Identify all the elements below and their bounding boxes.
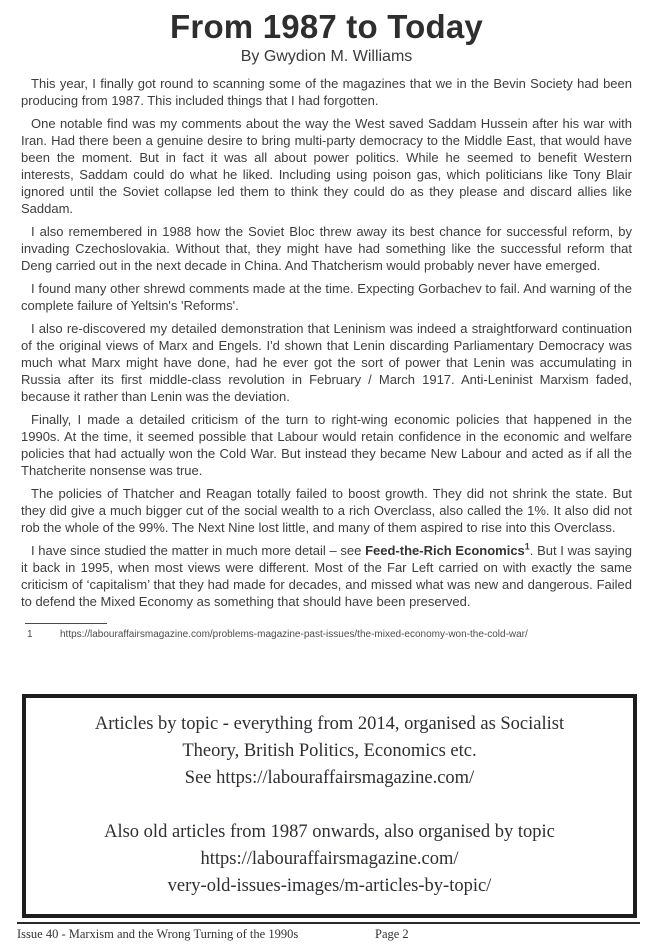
footer-page-number: Page 2 (375, 927, 409, 941)
page-title: From 1987 to Today (170, 8, 483, 45)
promo-text-line: Theory, British Politics, Economics etc. (182, 741, 477, 761)
promo-text-line: Articles by topic - everything from 2014, organised as Socialist (94, 714, 565, 734)
footnote-reference-marker: 1 (524, 541, 530, 552)
paragraph: I also re-discovered my detailed demonstration that Leninism was indeed a straightforward continuation of the original views of Marx and Engels. I'd shown that Lenin discarding Parliamentary Democracy was much what Marx might have done, had he ever got the sort of power that Lenin was accumulating in Russia after its first middle-class revolution in February / March 1917. Anti-Leninist Marxism faded, because it rather than Lenin was the deviation. (21, 321, 632, 404)
promo-text-line: Also old articles from 1987 onwards, also organised by topic (104, 822, 555, 842)
footnote-number: 1 (27, 629, 33, 640)
promo-site-url-path: very-old-issues-images/m-articles-by-topic/ (167, 876, 492, 896)
paragraph-text: I have since studied the matter in much more detail – see (31, 543, 366, 558)
paragraph: The policies of Thatcher and Reagan totally failed to boost growth. They did not shrink the state. But they did give a much bigger cut of the social wealth to a rich Overclass, also called the 1%. It also did not rob the whole of the 99%. The Next Nine lost little, and many of them aspired to rise into this Overclass. (21, 486, 632, 535)
promo-spacer (26, 792, 633, 819)
promo-site-url: https://labouraffairsmagazine.com/ (200, 849, 459, 869)
book-title-emphasis: Feed-the-Rich Economics (365, 543, 525, 558)
paragraph: Finally, I made a detailed criticism of the turn to right-wing economic policies that happened in the 1990s. At the time, it seemed possible that Labour would retain confidence in the economic and welfare policies that had actually won the Cold War. But instead they became New Labour and acted as if all the Thatcherite nonsense was true. (21, 412, 632, 478)
footnote-separator (25, 623, 107, 624)
articles-by-topic-box (22, 694, 637, 918)
paragraph: I also remembered in 1988 how the Soviet Bloc threw away its best chance for successful reform, by invading Czechoslovakia. Without that, they might have had something like the successful reform that Deng carried out in the next decade in China. And Thatcherism would probably never have emerged. (21, 224, 632, 273)
footer-issue-title: Issue 40 - Marxism and the Wrong Turning of the 1990s (17, 927, 299, 941)
article-body (21, 75, 632, 610)
paragraph-with-reference (21, 542, 632, 610)
paragraph-text: . But I was saying it back in 1995, when most views were different. Most of the Far Left carried on with exactly the same criticism of ‘capitalism’ that they had made for decades, and missed what was new and dangerous. Failed to defend the Mixed Economy as something that should have been preserved. (21, 543, 632, 609)
byline: By Gwydion M. Williams (240, 48, 413, 65)
paragraph: This year, I finally got round to scanning some of the magazines that we in the Bevin Society had been producing from 1987. This included things that I had forgotten. (21, 76, 632, 108)
paragraph: One notable find was my comments about the way the West saved Saddam Hussein after his war with Iran. Had there been a genuine desire to bring multi-party democracy to the Middle East, that would have been the moment. But in fact it was all about power politics. While he seemed to benefit Western interests, Saddam could do what he liked. Including using poison gas, which politicians like Tony Blair ignored until the Soviet collapse led them to think they could do as they please and discard allies like Saddam. (21, 116, 632, 216)
footer-rule (17, 922, 640, 924)
footnote (27, 629, 653, 640)
promo-site-url: See https://labouraffairsmagazine.com/ (184, 768, 475, 788)
paragraph: I found many other shrewd comments made at the time. Expecting Gorbachev to fail. And warning of the complete failure of Yeltsin's 'Reforms'. (21, 281, 632, 313)
footnote-url: https://labouraffairsmagazine.com/problems-magazine-past-issues/the-mixed-economy-won-the-cold-war/ (60, 629, 528, 640)
page-footer (17, 927, 640, 942)
